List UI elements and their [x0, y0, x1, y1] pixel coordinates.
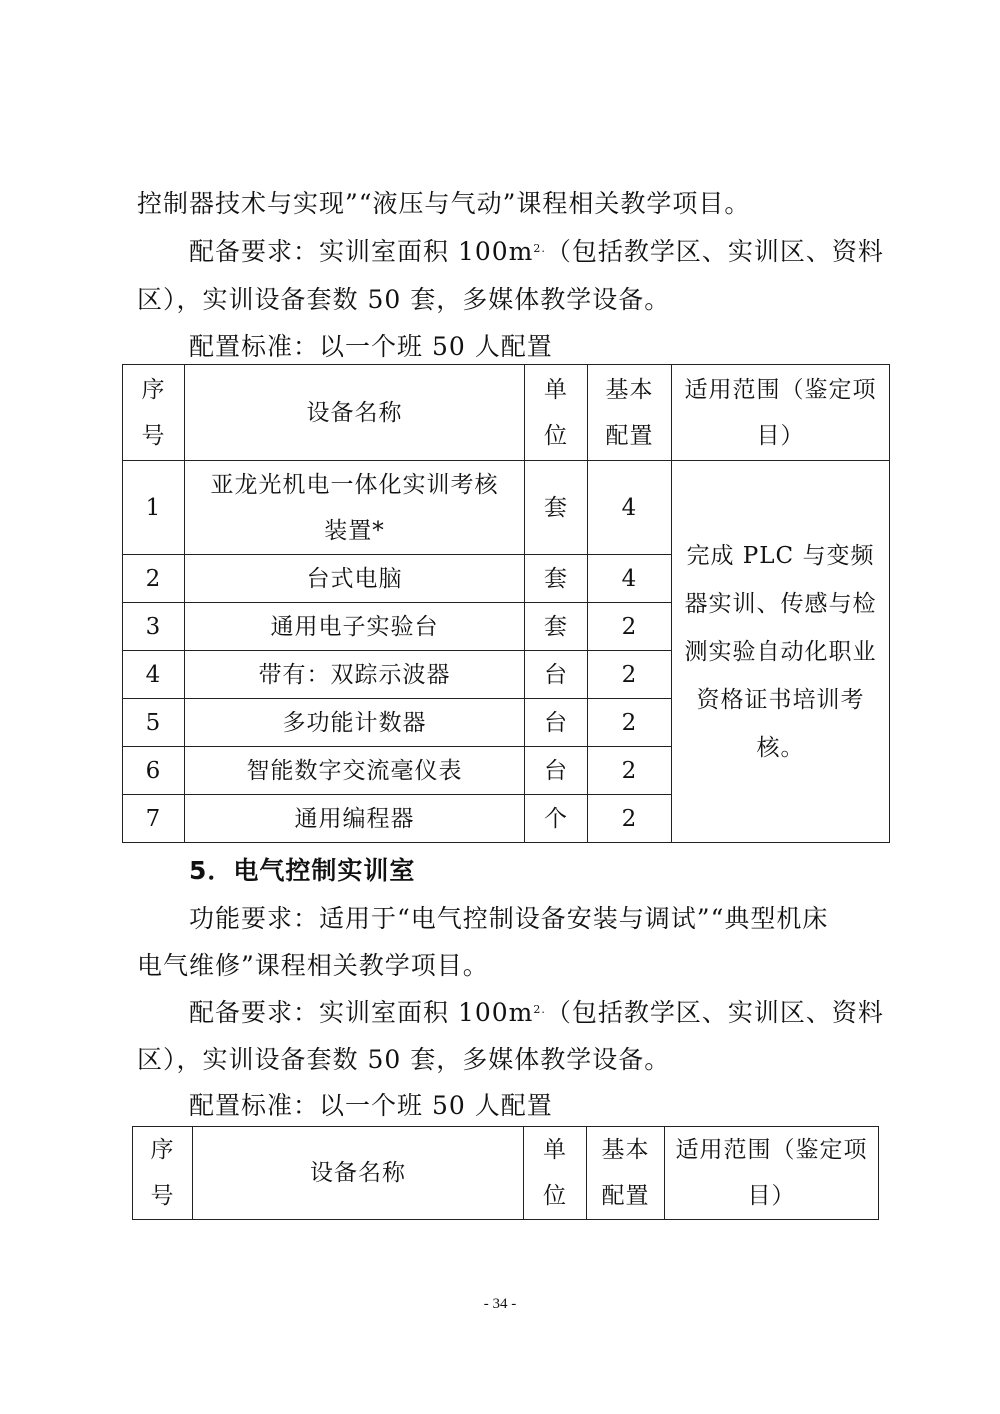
row-qty: 4 [588, 461, 672, 555]
header-qty: 基本配置 [588, 365, 672, 461]
equip-text: 配备要求：实训室面积 100m [189, 237, 534, 266]
row-unit: 台 [525, 651, 588, 699]
config-standard: 配置标准：以一个班 50 人配置 [189, 332, 553, 361]
header-no: 序号 [133, 1127, 193, 1220]
row-no: 1 [123, 461, 185, 555]
header-scope: 适用范围（鉴定项目） [672, 365, 890, 461]
table-header-row [133, 1127, 879, 1220]
row-qty: 2 [588, 603, 672, 651]
row-name: 智能数字交流毫仪表 [185, 747, 525, 795]
row-qty: 2 [588, 699, 672, 747]
table-row [123, 461, 890, 555]
config-standard-2: 配置标准：以一个班 50 人配置 [189, 1091, 553, 1120]
row-no: 6 [123, 747, 185, 795]
row-qty: 2 [588, 651, 672, 699]
equipment-table-1 [122, 364, 890, 843]
row-unit: 套 [525, 555, 588, 603]
equip-text: 配备要求：实训室面积 100m [189, 998, 534, 1027]
table-header-row [123, 365, 890, 461]
superscript: 2. [533, 1003, 546, 1016]
header-name: 设备名称 [193, 1127, 524, 1220]
function-requirement: 功能要求：适用于“电气控制设备安装与调试”“典型机床 [189, 904, 829, 933]
header-scope: 适用范围（鉴定项目） [665, 1127, 879, 1220]
row-no: 7 [123, 795, 185, 843]
row-unit: 套 [525, 603, 588, 651]
row-no: 5 [123, 699, 185, 747]
equip-text-suffix: （包括教学区、实训区、资料 [545, 237, 884, 266]
row-unit: 套 [525, 461, 588, 555]
header-no: 序号 [123, 365, 185, 461]
row-unit: 台 [525, 747, 588, 795]
row-name: 带有：双踪示波器 [185, 651, 525, 699]
function-requirement-cont: 电气维修”课程相关教学项目。 [137, 951, 489, 980]
row-qty: 2 [588, 747, 672, 795]
row-no: 4 [123, 651, 185, 699]
row-name: 亚龙光机电一体化实训考核装置* [185, 461, 525, 555]
section-heading: 5．电气控制实训室 [189, 856, 416, 885]
row-unit: 台 [525, 699, 588, 747]
row-qty: 4 [588, 555, 672, 603]
row-qty: 2 [588, 795, 672, 843]
row-unit: 个 [525, 795, 588, 843]
equipment-requirement-cont: 区），实训设备套数 50 套，多媒体教学设备。 [137, 285, 671, 314]
header-unit: 单位 [525, 365, 588, 461]
header-unit: 单位 [524, 1127, 587, 1220]
equipment-requirement-cont-2: 区），实训设备套数 50 套，多媒体教学设备。 [137, 1045, 671, 1074]
row-name: 台式电脑 [185, 555, 525, 603]
row-no: 3 [123, 603, 185, 651]
equipment-table-2 [132, 1126, 879, 1220]
row-name: 通用编程器 [185, 795, 525, 843]
row-name: 通用电子实验台 [185, 603, 525, 651]
scope-cell: 完成 PLC 与变频器实训、传感与检测实验自动化职业资格证书培训考核。 [672, 461, 890, 843]
row-no: 2 [123, 555, 185, 603]
row-name: 多功能计数器 [185, 699, 525, 747]
header-name: 设备名称 [185, 365, 525, 461]
equipment-requirement-2 [189, 998, 884, 1028]
paragraph-continuation: 控制器技术与实现”“液压与气动”课程相关教学项目。 [137, 189, 751, 218]
header-qty: 基本配置 [587, 1127, 665, 1220]
equipment-requirement [189, 237, 884, 267]
page-number: - 34 - [483, 1296, 517, 1312]
equip-text-suffix: （包括教学区、实训区、资料 [545, 998, 884, 1027]
superscript: 2. [533, 242, 546, 255]
